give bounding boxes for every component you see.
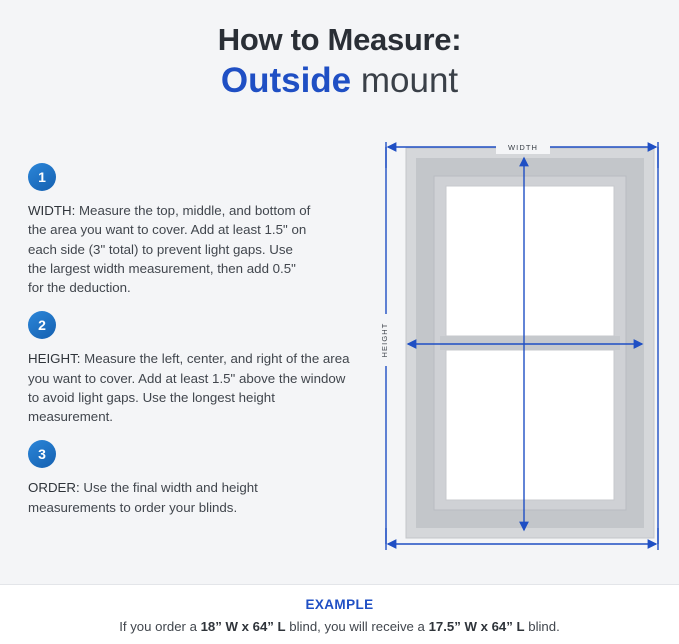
title-mount-type: Outside	[220, 60, 352, 100]
step-badge-3: 3	[28, 440, 56, 468]
example-received-size: 17.5” W x 64” L	[428, 619, 525, 634]
example-middle: blind, you will receive a	[285, 619, 429, 634]
example-suffix: blind.	[524, 619, 560, 634]
steps-list	[28, 163, 363, 531]
step-description-2	[28, 349, 353, 426]
height-dimension-left	[379, 147, 394, 544]
step-body-1: Measure the top, middle, and bottom of the area you want to cover. Add at least 1.5" on each side (3" total) to prevent light gaps. Use the largest width measurement, then add 0.5" for the deduction.	[28, 203, 311, 296]
height-label: HEIGHT	[380, 322, 389, 358]
step-badge-2: 2	[28, 311, 56, 339]
step-body-3: Use the final width and height measurements to order your blinds.	[28, 480, 258, 515]
title-mount-word: mount	[351, 60, 459, 100]
example-title: EXAMPLE	[305, 597, 374, 612]
step-label-3: ORDER:	[28, 480, 80, 496]
step-item-2	[28, 311, 363, 426]
step-description-1	[28, 201, 313, 297]
title-line-2	[0, 60, 679, 102]
step-label-2: HEIGHT:	[28, 351, 81, 367]
example-order-size: 18” W x 64” L	[200, 619, 286, 634]
step-description-3	[28, 478, 323, 517]
step-body-2: Measure the left, center, and right of the area you want to cover. Add at least 1.5" above the window to avoid light gaps. Use the longest height measurement.	[28, 351, 350, 425]
step-item-1	[28, 163, 363, 297]
step-badge-1: 1	[28, 163, 56, 191]
window-glass-panes	[440, 186, 620, 500]
example-text	[0, 619, 679, 634]
page-title	[0, 22, 679, 102]
step-label-1: WIDTH:	[28, 203, 76, 218]
title-line-1: How to Measure:	[217, 22, 462, 57]
width-label: WIDTH	[507, 143, 539, 152]
example-prefix: If you order a	[119, 619, 201, 634]
example-footer	[0, 584, 679, 644]
step-item-3	[28, 440, 363, 517]
window-diagram	[378, 136, 663, 556]
